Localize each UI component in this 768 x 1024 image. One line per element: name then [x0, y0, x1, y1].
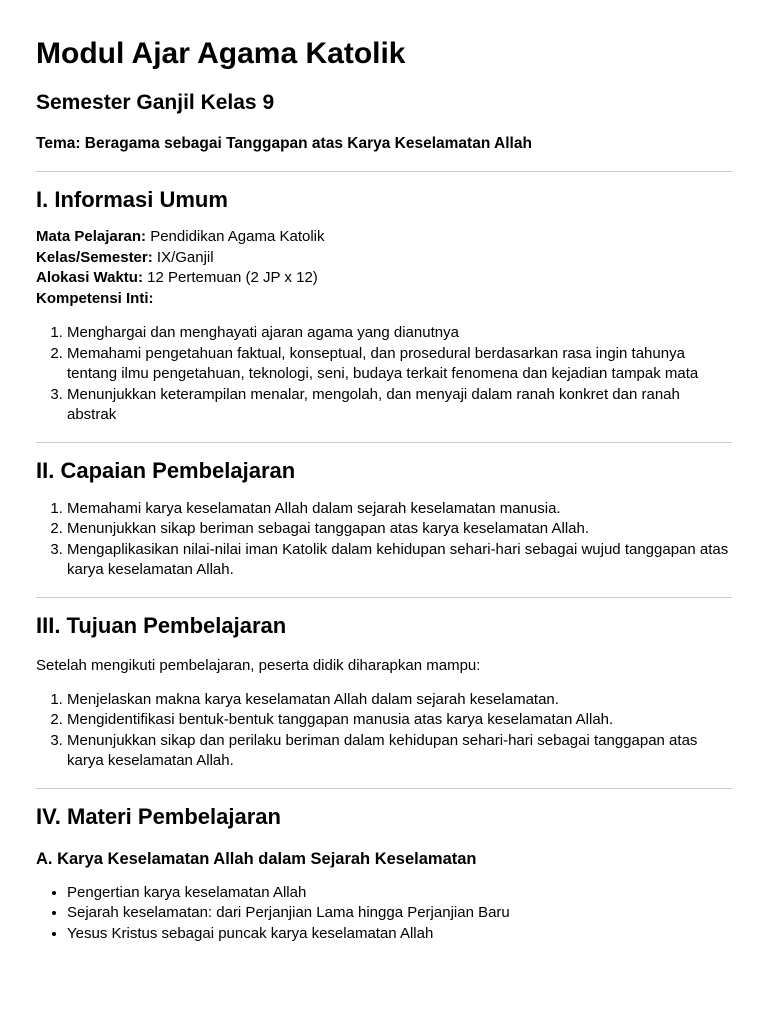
- document-title: Modul Ajar Agama Katolik: [36, 37, 406, 70]
- subsection-heading-karya-keselamatan: A. Karya Keselamatan Allah dalam Sejarah Keselamatan: [36, 849, 477, 868]
- info-block: [36, 227, 732, 309]
- list-item: 1. Menghargai dan menghayati ajaran agama yang dianutnya: [67, 323, 732, 344]
- section-heading-tujuan-pembelajaran: III. Tujuan Pembelajaran: [36, 612, 287, 638]
- materi-list: [36, 883, 732, 945]
- tujuan-list: [36, 690, 732, 772]
- section-heading-materi-pembelajaran: IV. Materi Pembelajaran: [36, 803, 281, 829]
- list-item: 2. Memahami pengetahuan faktual, konseptual, dan prosedural berdasarkan rasa ingin tahunya tentang ilmu pengetahuan, teknologi, seni, budaya terkait fenomena dan kejadian tampak mata: [67, 344, 732, 385]
- kompetensi-inti-list: [36, 323, 732, 426]
- info-value: IX/Ganjil: [152, 248, 214, 266]
- divider: [36, 597, 732, 598]
- list-item: • Sejarah keselamatan: dari Perjanjian Lama hingga Perjanjian Baru: [67, 903, 732, 924]
- list-item: 3. Menunjukkan sikap dan perilaku beriman dalam kehidupan sehari-hari sebagai tanggapan atas karya keselamatan Allah.: [67, 731, 732, 772]
- list-item: • Yesus Kristus sebagai puncak karya keselamatan Allah: [67, 924, 732, 945]
- divider: [36, 788, 732, 789]
- tema-line: Tema: Beragama sebagai Tanggapan atas Karya Keselamatan Allah: [36, 135, 532, 152]
- divider: [36, 171, 732, 172]
- info-kelas-semester: [36, 248, 732, 269]
- divider: [36, 442, 732, 443]
- info-value: 12 Pertemuan (2 JP x 12): [142, 269, 318, 286]
- info-label: Kelas/Semester:: [36, 248, 153, 266]
- list-item: 2. Mengidentifikasi bentuk-bentuk tanggapan manusia atas karya keselamatan Allah.: [67, 710, 732, 731]
- capaian-list: [36, 499, 732, 581]
- tujuan-intro: Setelah mengikuti pembelajaran, peserta didik diharapkan mampu:: [36, 656, 481, 674]
- info-label: Mata Pelajaran:: [36, 228, 147, 245]
- section-heading-informasi-umum: I. Informasi Umum: [36, 187, 228, 212]
- info-value: Pendidikan Agama Katolik: [146, 228, 325, 245]
- info-alokasi-waktu: [36, 268, 732, 289]
- info-label: Alokasi Waktu:: [36, 269, 143, 286]
- list-item: 2. Menunjukkan sikap beriman sebagai tanggapan atas karya keselamatan Allah.: [67, 519, 732, 540]
- info-label: Kompetensi Inti:: [36, 289, 154, 307]
- section-heading-capaian-pembelajaran: II. Capaian Pembelajaran: [36, 457, 296, 483]
- list-item: 3. Menunjukkan keterampilan menalar, mengolah, dan menyaji dalam ranah konkret dan ranah abstrak: [67, 385, 732, 426]
- document-subtitle: Semester Ganjil Kelas 9: [36, 91, 275, 114]
- list-item: 1. Memahami karya keselamatan Allah dalam sejarah keselamatan manusia.: [67, 499, 732, 520]
- info-mata-pelajaran: [36, 227, 732, 248]
- list-item: • Pengertian karya keselamatan Allah: [67, 883, 732, 904]
- list-item: 1. Menjelaskan makna karya keselamatan Allah dalam sejarah keselamatan.: [67, 690, 732, 711]
- info-kompetensi-inti: [36, 289, 732, 310]
- list-item: 3. Mengaplikasikan nilai-nilai iman Katolik dalam kehidupan sehari-hari sebagai wujud tanggapan atas karya keselamatan Allah.: [67, 540, 732, 581]
